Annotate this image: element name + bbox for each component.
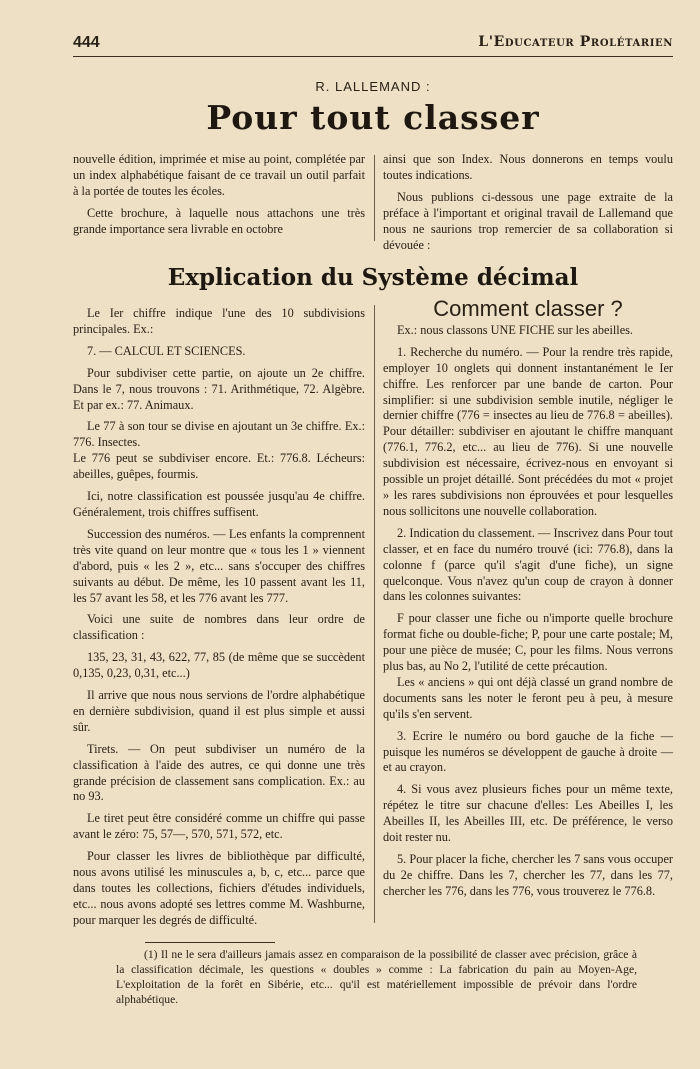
- section-title: Explication du Système décimal: [167, 264, 579, 291]
- left-paragraph: Tirets. — On peut subdiviser un numéro de la classification à l'aide des autres, ce qui donne une très grande précision de classement sans complication. Ex.: au no 93.: [73, 741, 365, 804]
- intro-right-column: [383, 152, 673, 259]
- right-paragraph: 5. Pour placer la fiche, chercher les 7 sans vous occuper du 2e chiffre. Dans les 7, chercher les 77, dans les 77, chercher les 776, dans les 776, vous trouverez le 776.8.: [383, 852, 673, 898]
- right-column-title: Comment classer ?: [433, 296, 623, 321]
- left-paragraph: Pour classer les livres de bibliothèque par difficulté, nous avons utilisé les minuscules a, b, c, etc... parce que dans toutes les collections, fichiers d'études individuels, etc... nous avons adopté ses lettres comme M. Washburne, pour marquer les degrés de difficulté.: [73, 849, 365, 927]
- footnote-text: (1) Il ne le sera d'ailleurs jamais assez en comparaison de la possibilité de classer avec précision, grâce à la classification décimale, les questions « doubles » comme : La fabrication du pain au Moyen-Age, L'exploitation de la forêt en Sibérie, etc... qu'il est matériellement impossible de prévoir dans l'ordre alphabétique.: [116, 948, 637, 1006]
- left-paragraph: Voici une suite de nombres dans leur ordre de classification :: [73, 612, 365, 643]
- left-subheading: 7. — CALCUL ET SCIENCES.: [87, 343, 246, 358]
- intro-left-paragraph: Cette brochure, à laquelle nous attachons une très grande importance sera livrable en octobre: [73, 205, 365, 236]
- footnote-rule: [145, 942, 275, 943]
- right-column: [383, 296, 673, 906]
- left-paragraph: Le Ier chiffre indique l'une des 10 subdivisions principales. Ex.:: [73, 306, 365, 336]
- left-paragraph: Ici, notre classification est poussée jusqu'au 4e chiffre. Généralement, trois chiffres suffisent.: [73, 489, 365, 519]
- left-number-sequence: 135, 23, 31, 43, 622, 77, 85 (de même que se succèdent 0,135, 0,23, 0,31, etc...): [73, 650, 365, 681]
- right-paragraph: 3. Ecrire le numéro ou bord gauche de la fiche — puisque les numéros se développent de gauche à droite — et au crayon.: [383, 728, 673, 775]
- right-paragraph: 2. Indication du classement. — Inscrivez dans Pour tout classer, et en face du numéro trouvé (ici: 776.8), dans la colonne f (parce qu'il s'agit d'une fiche), un signe quelconque. Vous n'avez qu'un coup de crayon à donner dans les colonnes suivantes:: [383, 525, 673, 604]
- left-paragraph: Le 77 à son tour se divise en ajoutant un 3e chiffre. Ex.: 776. Insectes.: [73, 419, 365, 450]
- left-paragraph: Il arrive que nous nous servions de l'ordre alphabétique en dernière subdivision, quand il est plus simple et aussi sûr.: [73, 688, 365, 734]
- header-rule: [73, 56, 673, 57]
- left-column: [73, 306, 365, 935]
- left-paragraph: Pour subdiviser cette partie, on ajoute un 2e chiffre. Dans le 7, nous trouvons : 71. Arithmétique, 72. Algèbre. Et par ex.: 77. Animaux.: [73, 365, 365, 412]
- right-paragraph: 1. Recherche du numéro. — Pour la rendre très rapide, employer 10 onglets qui donnent instantanément le Ier chiffre. Les renforcer par une bande de carton. Pour simplifier: si une subdivision semble inutile, négliger le dernier chiffre (776 = insectes au lieu de 776.8 = abeilles). Pour détailler: subdiviser en ajoutant le chiffre manquant (776.1, 776.2, etc... au lieu de 776). Si une nouvelle subdivision est nécessaire, écrivez-nous en envoyant si possible un projet détaillé. Sont précédées du mot « projet » les rares subdivisions non éprouvées et pour lesquelles nous sollicitons une nouvelle collaboration.: [383, 344, 673, 518]
- right-paragraph: 4. Si vous avez plusieurs fiches pour un même texte, répétez le titre sur chacune d'elles: Les Abeilles I, les Abeilles II, les Abeilles III, etc. De préférence, le verso doit rester nu.: [383, 782, 673, 845]
- article-title: Pour tout classer: [206, 98, 540, 137]
- left-paragraph: Succession des numéros. — Les enfants la comprennent très vite quand on leur montre que « tous les 1 » viennent d'abord, puis « les 2 », etc... sans s'occuper des chiffres suivants au début. De même, les 10 passent avant les 11, les 57 avant les 58, et les 776 avant les 777.: [73, 526, 365, 605]
- page-number: 444: [73, 34, 100, 51]
- intro-column-divider: [374, 155, 375, 241]
- running-title: L'Educateur Prolétarien: [478, 34, 673, 50]
- right-paragraph: Ex.: nous classons UNE FICHE sur les abeilles.: [397, 322, 634, 337]
- right-paragraph: Les « anciens » qui ont déjà classé un grand nombre de documents sans les noter le feront peu à peu, à mesure qu'ils s'en servent.: [383, 674, 673, 721]
- page-header: [73, 34, 673, 56]
- intro-right-paragraph: ainsi que son Index. Nous donnerons en temps voulu toutes indications.: [383, 152, 673, 182]
- left-paragraph: Le tiret peut être considéré comme un chiffre qui passe avant le zéro: 75, 57—, 570, 571, 572, etc.: [73, 811, 365, 842]
- intro-left-paragraph: nouvelle édition, imprimée et mise au point, complétée par un index alphabétique faisant de ce travail un outil parfait à la portée de toutes les écoles.: [73, 152, 365, 198]
- article-author: R. LALLEMAND :: [315, 79, 431, 94]
- footnote: [116, 947, 637, 1007]
- left-paragraph: Le 776 peut se subdiviser encore. Et.: 776.8. Lécheurs: abeilles, guêpes, fourmis.: [73, 451, 365, 482]
- right-paragraph: F pour classer une fiche ou n'importe quelle brochure format fiche ou double-fiche; P, pour une carte postale; M, pour une pièce de musée; C, pour les films. Nous verrons plus bas, au No 2, l'utilité de cette précaution.: [383, 611, 673, 674]
- intro-right-paragraph: Nous publions ci-dessous une page extraite de la préface à l'important et original travail de Lallemand que nous ne saurions trop remercier de sa collaboration si dévouée :: [383, 189, 673, 252]
- main-column-divider: [374, 305, 375, 923]
- intro-left-column: [73, 152, 365, 244]
